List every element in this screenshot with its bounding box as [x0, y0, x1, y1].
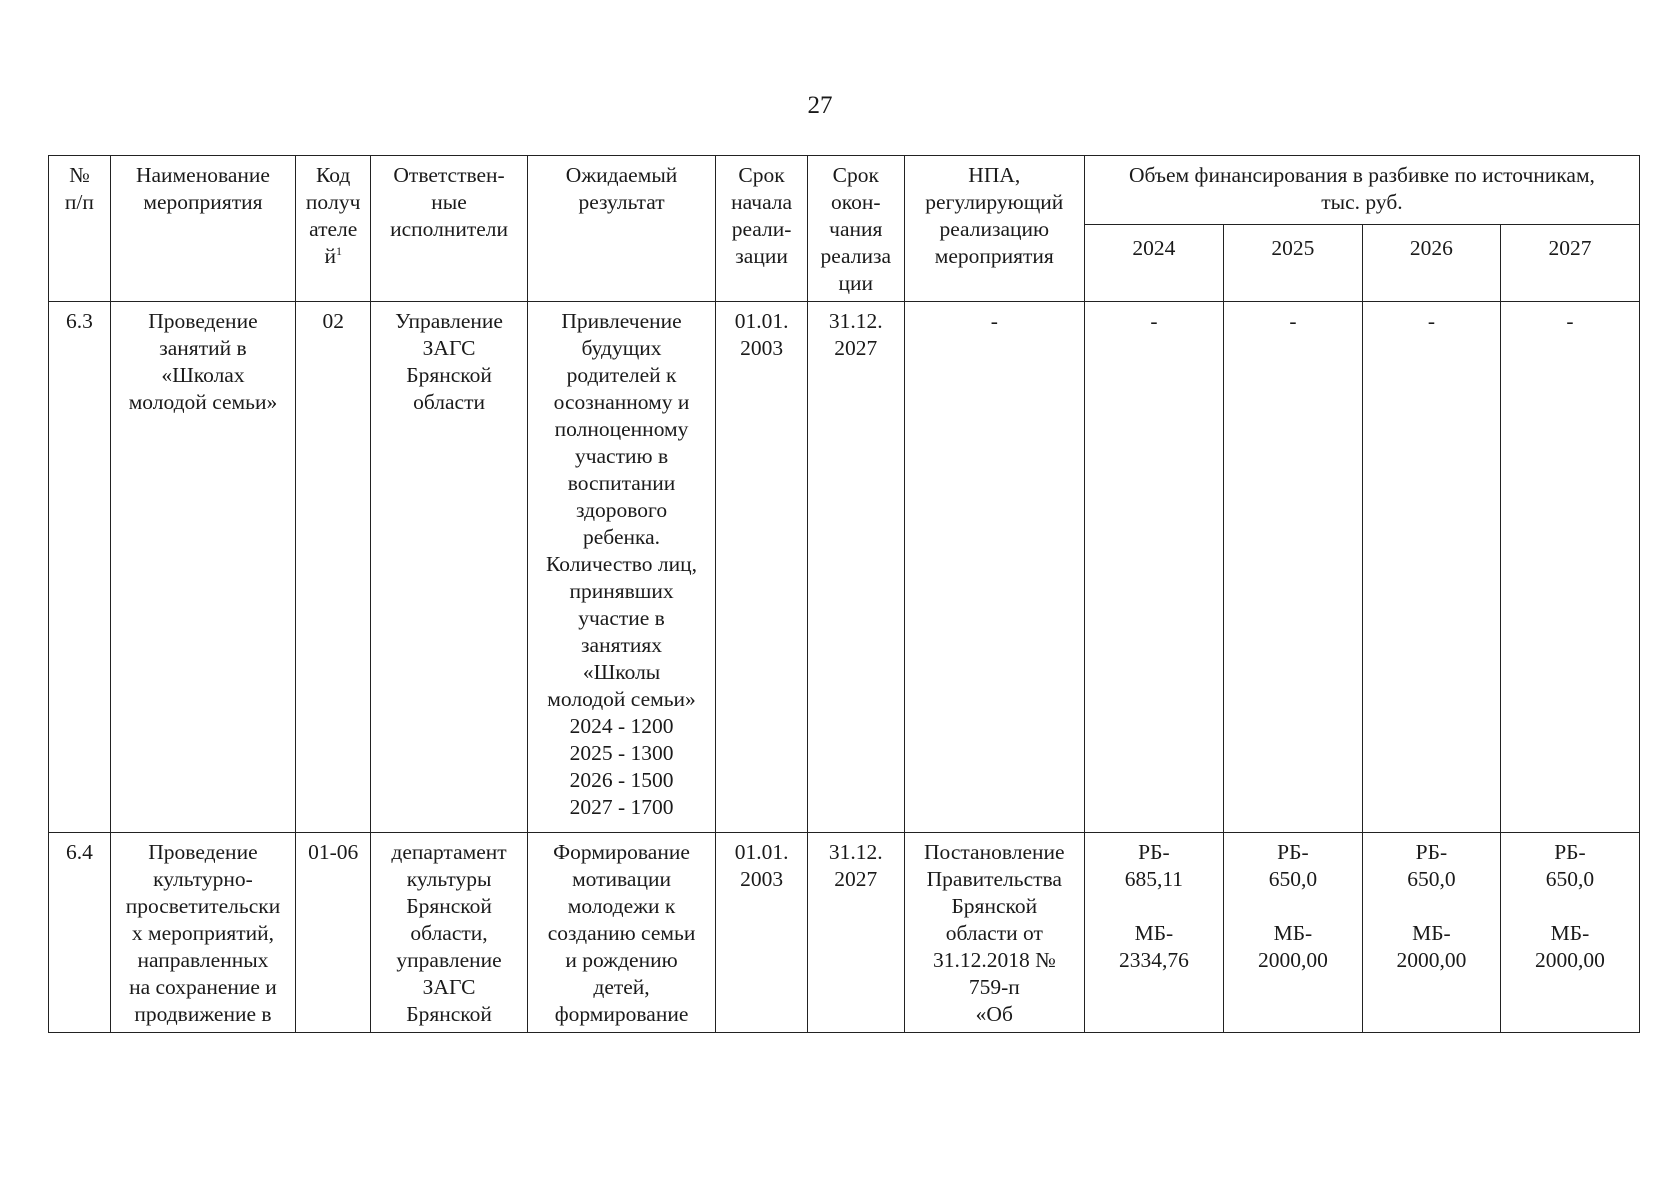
- cell-npa: Постановление Правительства Брянской области от 31.12.2018 № 759-п «Об: [904, 833, 1084, 1033]
- cell-num: 6.4: [49, 833, 111, 1033]
- header-year: 2026: [1362, 224, 1500, 301]
- header-row: [49, 156, 1640, 225]
- cell-fin-2027: РБ- 650,0 МБ- 2000,00: [1500, 833, 1639, 1033]
- header-result: Ожидаемый результат: [527, 156, 715, 302]
- header-year: 2025: [1223, 224, 1362, 301]
- cell-name: Проведение культурно- просветительски х мероприятий, направленных на сохранение и продвижение в: [110, 833, 295, 1033]
- cell-num: 6.3: [49, 302, 111, 833]
- header-code: [296, 156, 371, 302]
- cell-end: 31.12. 2027: [807, 833, 904, 1033]
- table-row: [49, 302, 1640, 833]
- cell-fin-2025: -: [1223, 302, 1362, 833]
- header-year: 2024: [1084, 224, 1223, 301]
- cell-start: 01.01. 2003: [716, 302, 808, 833]
- header-year: 2027: [1500, 224, 1639, 301]
- cell-result: Формирование мотивации молодежи к созданию семьи и рождению детей, формирование: [527, 833, 715, 1033]
- cell-responsible: департамент культуры Брянской области, управление ЗАГС Брянской: [371, 833, 528, 1033]
- header-end: Срок окон- чания реализа ции: [807, 156, 904, 302]
- cell-npa: -: [904, 302, 1084, 833]
- cell-end: 31.12. 2027: [807, 302, 904, 833]
- header-name: Наименование мероприятия: [110, 156, 295, 302]
- cell-result: Привлечение будущих родителей к осознанному и полноценному участию в воспитании здорового ребенка. Количество лиц, принявших участие в занятиях «Школы молодой семьи» 2024 - 1200 2025 - 1300 2026 - 1500 2027 - 1700: [527, 302, 715, 833]
- cell-fin-2026: РБ- 650,0 МБ- 2000,00: [1362, 833, 1500, 1033]
- header-start: Срок начала реали- зации: [716, 156, 808, 302]
- page-number: 27: [807, 92, 833, 119]
- cell-fin-2025: РБ- 650,0 МБ- 2000,00: [1223, 833, 1362, 1033]
- header-num: № п/п: [49, 156, 111, 302]
- header-code-text: Код пoлуч ателе й: [305, 163, 361, 268]
- header-responsible: Ответствен- ные исполнители: [371, 156, 528, 302]
- cell-fin-2026: -: [1362, 302, 1500, 833]
- cell-code: 01-06: [296, 833, 371, 1033]
- program-activities-table: [48, 155, 1640, 1033]
- header-financing: Объем финансирования в разбивке по источникам, тыс. руб.: [1084, 156, 1639, 225]
- cell-fin-2024: -: [1084, 302, 1223, 833]
- cell-start: 01.01. 2003: [716, 833, 808, 1033]
- cell-responsible: Управление ЗАГС Брянской области: [371, 302, 528, 833]
- footnote-mark: 1: [335, 243, 342, 258]
- cell-name: Проведение занятий в «Школах молодой семьи»: [110, 302, 295, 833]
- header-npa: НПА, регулирующий реализацию мероприятия: [904, 156, 1084, 302]
- cell-fin-2027: -: [1500, 302, 1639, 833]
- cell-code: 02: [296, 302, 371, 833]
- cell-fin-2024: РБ- 685,11 МБ- 2334,76: [1084, 833, 1223, 1033]
- table-row: [49, 833, 1640, 1033]
